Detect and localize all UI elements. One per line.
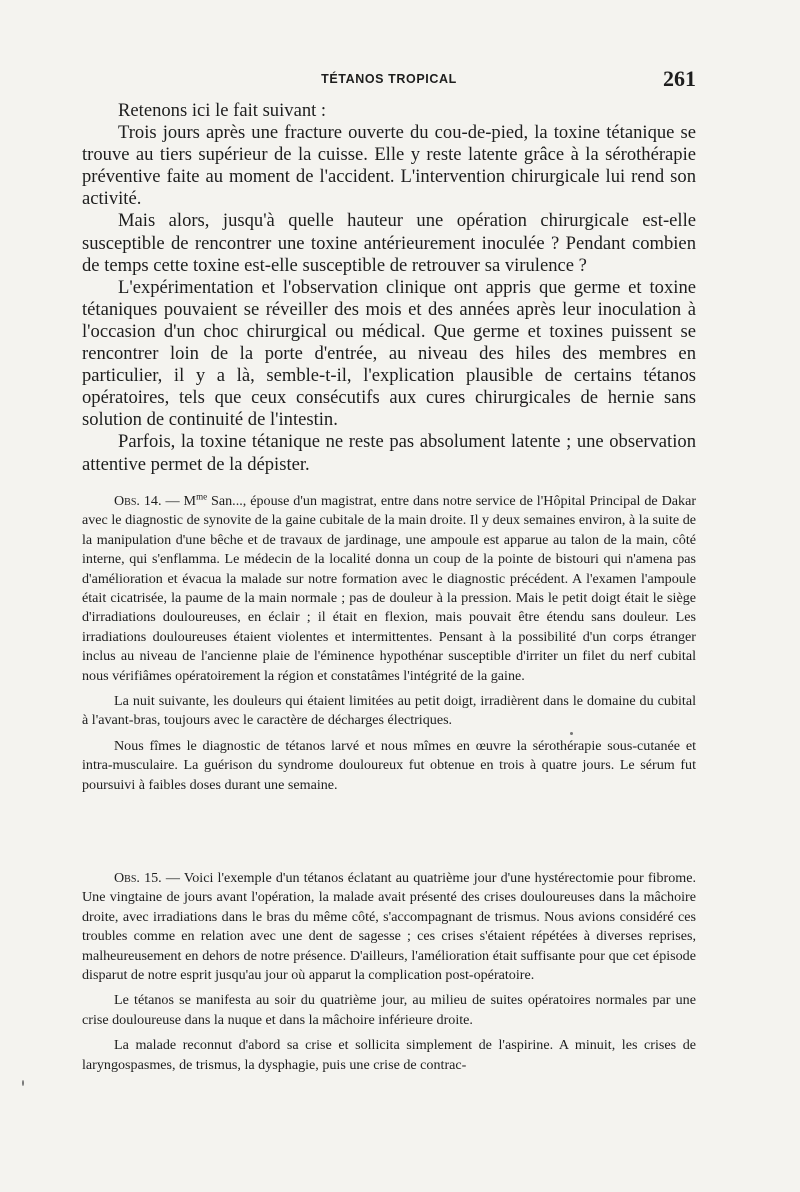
obs14-dash: — bbox=[161, 493, 184, 509]
obs14-mme: M bbox=[183, 493, 197, 509]
paragraph-experimentation: L'expérimentation et l'observation clinique ont appris que germe et toxine tétaniques pouvaient se réveiller des mois et des années après leur inoculation à l'occasion d'un choc chirurgical ou médical. Que germe et toxines puissent se rencontrer loin de la porte d'entrée, au niveau des hiles des membres en particulier, il y a là, semble-t-il, l'explication plausible de certains tétanos opératoires, tels que ceux consécutifs aux cures chirurgicales de hernie sans solution de continuité de l'intestin. bbox=[82, 276, 696, 431]
obs14-label: Obs. 14. bbox=[114, 493, 162, 509]
obs15-label: Obs. 15. bbox=[114, 870, 162, 886]
obs14-paragraph-1 bbox=[82, 492, 696, 686]
paragraph-latent-toxin: Parfois, la toxine tétanique ne reste pas absolument latente ; une observation attentive permet de la dépister. bbox=[82, 431, 696, 475]
running-head bbox=[82, 66, 696, 90]
print-speck bbox=[22, 1080, 24, 1086]
observation-15 bbox=[82, 869, 696, 1075]
obs14-paragraph-2: La nuit suivante, les douleurs qui étaient limitées au petit doigt, irradièrent dans le domaine du cubital à l'avant-bras, toujours avec le caractère de décharges électriques. bbox=[82, 693, 696, 729]
print-speck bbox=[570, 732, 573, 735]
obs14-mme-sup: me bbox=[196, 491, 208, 502]
observation-14 bbox=[82, 492, 696, 795]
running-title: TÉTANOS TROPICAL bbox=[321, 72, 457, 86]
obs15-paragraph-1 bbox=[82, 869, 696, 985]
paragraph-questions: Mais alors, jusqu'à quelle hauteur une opération chirurgicale est-elle susceptible de rencontrer une toxine antérieurement inoculée ? Pendant combien de temps cette toxine est-elle susceptible de retrouver sa virulence ? bbox=[82, 210, 696, 276]
obs14-paragraph-3: Nous fîmes le diagnostic de tétanos larvé et nous mîmes en œuvre la sérothérapie sous-cutanée et intra-musculaire. La guérison du syndrome douloureux fut obtenue en trois à quatre jours. Le sérum fut poursuivi à faibles doses durant une semaine. bbox=[82, 737, 696, 793]
paragraph-intro: Retenons ici le fait suivant : bbox=[118, 100, 327, 121]
obs15-dash: — bbox=[161, 870, 184, 886]
obs15-text: Voici l'exemple d'un tétanos éclatant au quatrième jour d'une hystérectomie pour fibrome. Une vingtaine de jours avant l'opération, la malade avait présenté des crises douloureuses dans la mâchoire droite, avec irradiations dans le bras du même côté, s'accompagnant de trismus. Nous avions considéré ces troubles comme en relation avec une dent de sagesse ; ces crises s'étaient répétées à diverses reprises, malheureusement en dehors de notre présence. D'ailleurs, l'amélioration était suffisante pour que cet épisode disparut de notre esprit jusqu'au jour où apparut la complication post-opératoire. bbox=[82, 870, 696, 984]
obs14-text: San..., épouse d'un magistrat, entre dans notre service de l'Hôpital Principal de Dakar avec le diagnostic de synovite de la gaine cubitale de la main droite. Il y deux semaines environ, à la suite de la manipulation d'une bêche et de travaux de jardinage, une ampoule est apparue au talon de la main, côté interne, qui s'enflamma. Le médecin de la localité donna un coup de la pointe de bistouri qui n'amena pas d'amélioration et évacua la malade sur notre formation avec le diagnostic précédent. A l'examen l'ampoule était cicatrisée, la paume de la main normale ; pas de douleur à la pression. Mais le petit doigt était le siège d'irradiations douloureuses, en éclair ; il était en flexion, mais pouvait être étendu sans douleur. Les irradiations douloureuses étaient violentes et intermittentes. Pensant à la possibilité d'un corps étranger inclus au niveau de l'ancienne plaie de l'éminence hypothénar susceptible d'irriter un filet du nerf cubital nous vérifiâmes opératoirement la région et constatâmes l'intégrité de la gaine. bbox=[82, 493, 697, 684]
paragraph-fracture-case: Trois jours après une fracture ouverte du cou-de-pied, la toxine tétanique se trouve au tiers supérieur de la cuisse. Elle y reste latente grâce à la sérothérapie préventive faite au moment de l'accident. L'intervention chirurgicale lui rend son activité. bbox=[82, 122, 696, 210]
obs15-paragraph-2: Le tétanos se manifesta au soir du quatrième jour, au milieu de suites opératoires normales par une crise douloureuse dans la nuque et dans la mâchoire inférieure droite. bbox=[82, 992, 696, 1028]
page-number: 261 bbox=[663, 66, 696, 91]
main-text bbox=[82, 100, 696, 476]
obs15-paragraph-3: La malade reconnut d'abord sa crise et sollicita simplement de l'aspirine. A minuit, les crises de laryngospasmes, de trismus, la dysphagie, puis une crise de contrac- bbox=[82, 1037, 696, 1073]
